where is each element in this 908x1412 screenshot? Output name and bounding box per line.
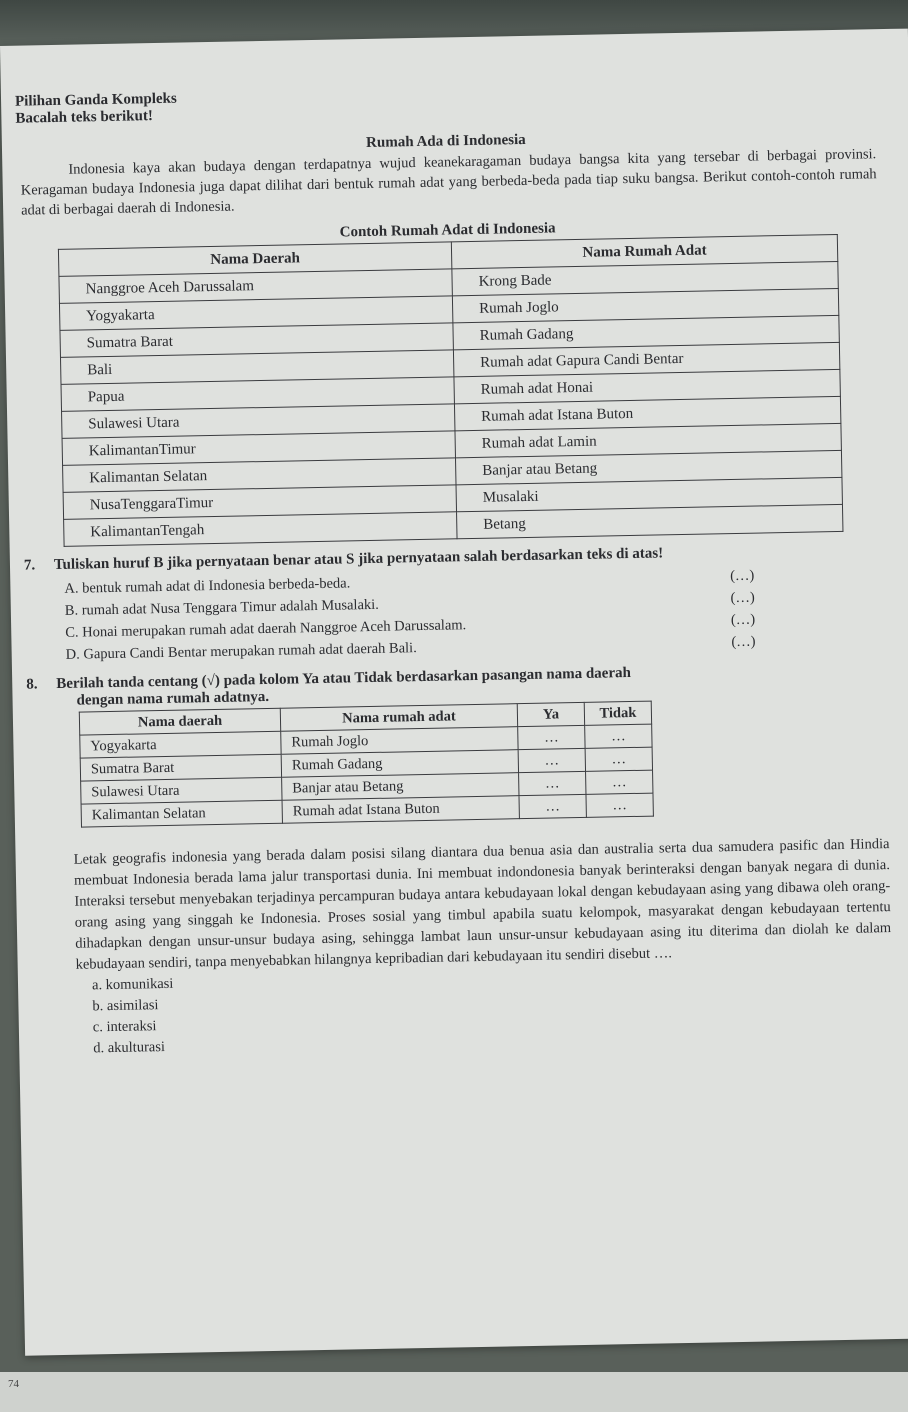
house-cell: Rumah adat Istana Buton	[454, 396, 840, 430]
q9-number	[29, 850, 73, 872]
region-cell: Papua	[61, 377, 454, 412]
statement-label: C.	[65, 624, 79, 641]
region-cell: Kalimantan Selatan	[63, 458, 456, 493]
q9-options	[92, 960, 893, 1059]
house-cell: Musalaki	[456, 477, 842, 511]
region-cell: Bali	[60, 350, 453, 385]
statement-text: Honai merupakan rumah adat daerah Nanggroe Aceh Darussalam.	[82, 617, 467, 641]
section-title: Pilihan Ganda Kompleks	[14, 90, 177, 110]
house-cell: Rumah adat Istana Buton	[282, 796, 519, 824]
option-d[interactable]: d. akulturasi	[93, 1039, 166, 1057]
house-cell: Rumah Gadang	[453, 315, 839, 349]
tidak-checkbox[interactable]: …	[585, 747, 652, 771]
header-ya: Ya	[517, 702, 584, 726]
region-cell: Sulawesi Utara	[62, 404, 455, 439]
answer-blank[interactable]: (…)	[730, 589, 755, 607]
answer-blank[interactable]: (…)	[729, 567, 755, 585]
q8-text-line1: Berilah tanda centang (√) pada kolom Ya atau Tidak berdasarkan pasangan nama daerah	[56, 665, 632, 693]
ya-checkbox[interactable]: …	[519, 771, 586, 795]
question-8	[26, 660, 889, 828]
question-9	[29, 834, 893, 1060]
region-cell: Sumatra Barat	[60, 323, 453, 358]
house-cell: Rumah adat Honai	[454, 369, 840, 403]
article-title: Rumah Ada di Indonesia	[365, 131, 526, 151]
header-tidak: Tidak	[584, 701, 651, 725]
q9-text: Letak geografis indonesia yang berada dalam posisi silang diantara dua benua asia dan australia serta dua samudera pasific dan Hindia membuat Indonesia berada lama jalur transportasi dunia. Ini membuat indondonesia banyak berinteraksi dengan banyak negara di dunia. Interaksi tersebut menyebakan terjadinya percampuran budaya antara kebudayaan lokal dengan kebudayaan asing yang dibawa oleh orang-orang asing yang singgah ke Indonesia. Proses sosial yang timbul apabila suatu kelompok, masyarakat dengan kebudayaan tertentu dihadapkan dengan unsur-unsur budaya asing, sehingga lambat laun unsur-unsur kebudayaan asing itu diterima dan diolah ke dalam kebudayaan sendiri, tanpa menyebabkan hilangnya kepribadian dari kebudayaan itu sendiri disebut ….	[73, 836, 892, 973]
house-cell: Rumah Joglo	[452, 288, 838, 322]
page-content	[15, 77, 893, 1060]
house-cell: Banjar atau Betang	[282, 773, 519, 801]
option-a[interactable]: a. komunikasi	[91, 975, 174, 994]
option-b[interactable]: b. asimilasi	[92, 997, 159, 1015]
next-page-edge	[0, 1372, 908, 1412]
region-cell: KalimantanTengah	[64, 512, 457, 547]
answer-blank[interactable]: (…)	[730, 611, 756, 629]
tidak-checkbox[interactable]: …	[586, 793, 653, 817]
house-cell: Rumah Gadang	[281, 750, 518, 778]
region-cell: Sulawesi Utara	[81, 777, 282, 804]
ya-checkbox[interactable]: …	[518, 748, 585, 772]
region-cell: Sumatra Barat	[80, 754, 281, 781]
region-cell: Yogyakarta	[59, 296, 452, 331]
region-cell: Kalimantan Selatan	[81, 800, 282, 827]
worksheet-page	[0, 29, 908, 1356]
statement-label: A.	[64, 580, 79, 597]
statement-text: Gapura Candi Bentar merupakan rumah adat daerah Bali.	[83, 640, 417, 663]
q7-number: 7.	[23, 557, 36, 574]
question-7	[24, 541, 886, 666]
page-number: 74	[8, 1378, 19, 1390]
q7-statements	[64, 562, 886, 666]
pairing-table	[79, 701, 654, 828]
house-cell: Rumah adat Lamin	[455, 423, 841, 457]
region-cell: KalimantanTimur	[62, 431, 455, 466]
house-cell: Rumah Joglo	[281, 727, 518, 755]
option-c[interactable]: c. interaksi	[92, 1018, 157, 1036]
answer-blank[interactable]: (…)	[731, 633, 756, 651]
statement-label: B.	[64, 602, 79, 619]
tidak-checkbox[interactable]: …	[585, 724, 652, 748]
header-nama-rumah-adat: Nama Rumah Adat	[451, 234, 837, 268]
header-nama-rumah-adat: Nama rumah adat	[280, 704, 517, 732]
q8-number: 8.	[26, 676, 38, 693]
house-cell: Krong Bade	[452, 261, 838, 295]
statement-text: rumah adat Nusa Tenggara Timur adalah Musalaki.	[81, 596, 379, 619]
house-table	[58, 234, 844, 547]
house-cell: Rumah adat Gapura Candi Bentar	[453, 342, 839, 376]
ya-checkbox[interactable]: …	[519, 794, 586, 818]
q7-text: Tuliskan huruf B jika pernyataan benar atau S jika pernyataan salah berdasarkan teks di atas!	[53, 545, 664, 574]
region-cell: Nanggroe Aceh Darussalam	[59, 269, 452, 304]
article-paragraph: Indonesia kaya akan budaya dengan terdapatnya wujud keanekaragaman budaya bangsa kita yang tersebar di berbagai provinsi. Keragaman budaya Indonesia juga dapat dilihat dari bentuk rumah adat yang berbeda-beda pada tiap suku bangsa. Berikut contoh-contoh rumah adat di berbagai daerah di Indonesia.	[20, 146, 877, 219]
house-cell: Banjar atau Betang	[455, 450, 841, 484]
statement-text: bentuk rumah adat di Indonesia berbeda-beda.	[82, 575, 351, 597]
house-cell: Betang	[457, 504, 843, 538]
region-cell: Yogyakarta	[80, 731, 281, 758]
q8-text-line2: dengan nama rumah adatnya.	[76, 688, 270, 709]
tidak-checkbox[interactable]: …	[586, 770, 653, 794]
instruction: Bacalah teks berikut!	[15, 108, 154, 127]
header-nama-daerah: Nama Daerah	[58, 242, 451, 277]
house-table-title: Contoh Rumah Adat di Indonesia	[339, 220, 556, 241]
header-nama-daerah: Nama daerah	[79, 708, 280, 735]
ya-checkbox[interactable]: …	[518, 725, 585, 749]
region-cell: NusaTenggaraTimur	[63, 485, 456, 520]
statement-label: D.	[65, 646, 80, 663]
